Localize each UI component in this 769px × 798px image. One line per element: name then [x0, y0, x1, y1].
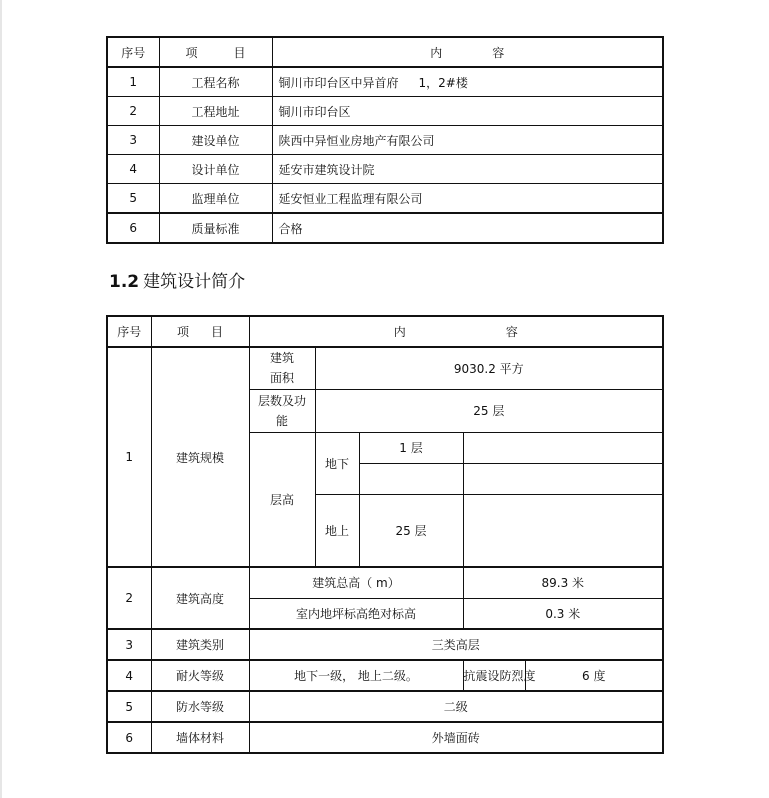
- row-no: 2: [107, 97, 159, 126]
- table-row: [107, 213, 663, 243]
- row-no: 6: [107, 722, 151, 753]
- row-no: 4: [107, 660, 151, 691]
- empty-cell: [463, 463, 663, 494]
- row-item: 墙体材料: [151, 722, 249, 753]
- height-label: 层高: [249, 432, 315, 567]
- total-height-label: 建筑总高（ m）: [249, 567, 463, 598]
- table-row: [107, 660, 663, 691]
- row-item: 耐火等级: [151, 660, 249, 691]
- table-row: [107, 722, 663, 753]
- row-no: 3: [107, 629, 151, 660]
- row-no: 5: [107, 691, 151, 722]
- row-no: 6: [107, 213, 159, 243]
- floors-label: 层数及功能: [249, 389, 315, 432]
- row-item: 质量标准: [159, 213, 272, 243]
- row-content: 陕西中异恒业房地产有限公司: [272, 126, 663, 155]
- row-no: 5: [107, 184, 159, 214]
- empty-cell: [463, 494, 663, 567]
- row-item: 建筑高度: [151, 567, 249, 629]
- building-design-table: [106, 315, 664, 754]
- wall-material-value: 外墙面砖: [249, 722, 663, 753]
- row-content: 铜川市印台区: [272, 97, 663, 126]
- row-item: 工程名称: [159, 67, 272, 97]
- fire-rating-value: 地下一级， 地上二级。: [249, 660, 463, 691]
- aboveground-label: 地上: [315, 494, 359, 567]
- section-heading: 1.2 建筑设计简介: [109, 272, 246, 292]
- row-content: 铜川市印台区中异首府 1，2#楼: [272, 67, 663, 97]
- total-height-value: 89.3 米: [463, 567, 663, 598]
- empty-cell: [359, 463, 463, 494]
- table-row: [107, 184, 663, 214]
- table-header-row: [107, 316, 663, 347]
- row-content: 合格: [272, 213, 663, 243]
- header-content: 内 容: [249, 316, 663, 347]
- row-item: 建筑类别: [151, 629, 249, 660]
- row-item: 设计单位: [159, 155, 272, 184]
- row-item: 防水等级: [151, 691, 249, 722]
- row-item: 建筑规模: [151, 347, 249, 567]
- table-row: [107, 97, 663, 126]
- seismic-value: 6 度: [525, 660, 663, 691]
- page-left-edge: [0, 0, 2, 798]
- area-label: 建筑面积: [249, 347, 315, 389]
- row-no: 4: [107, 155, 159, 184]
- waterproof-value: 二级: [249, 691, 663, 722]
- project-info-table: [106, 36, 664, 244]
- row-no: 1: [107, 67, 159, 97]
- table-row: [107, 691, 663, 722]
- building-category-value: 三类高层: [249, 629, 663, 660]
- table-row: [107, 567, 663, 598]
- header-content: 内 容: [272, 37, 663, 67]
- row-content: 延安市建筑设计院: [272, 155, 663, 184]
- table-row: [107, 155, 663, 184]
- area-value: 9030.2 平方: [315, 347, 663, 389]
- row-no: 2: [107, 567, 151, 629]
- empty-cell: [463, 432, 663, 463]
- table-row: [107, 67, 663, 97]
- row-item: 建设单位: [159, 126, 272, 155]
- header-item: 项 目: [151, 316, 249, 347]
- seismic-label: 抗震设防烈度: [463, 660, 525, 691]
- row-item: 工程地址: [159, 97, 272, 126]
- elevation-label: 室内地坪标高绝对标高: [249, 598, 463, 629]
- floors-value: 25 层: [315, 389, 663, 432]
- header-no: 序号: [107, 316, 151, 347]
- aboveground-value: 25 层: [359, 494, 463, 567]
- table-row: [107, 347, 663, 389]
- elevation-value: 0.3 米: [463, 598, 663, 629]
- row-no: 3: [107, 126, 159, 155]
- underground-value: 1 层: [359, 432, 463, 463]
- header-item: 项 目: [159, 37, 272, 67]
- row-no: 1: [107, 347, 151, 567]
- table-header-row: [107, 37, 663, 67]
- table-row: [107, 126, 663, 155]
- underground-label: 地下: [315, 432, 359, 494]
- table-row: [107, 629, 663, 660]
- header-no: 序号: [107, 37, 159, 67]
- row-content: 延安恒业工程监理有限公司: [272, 184, 663, 214]
- row-item: 监理单位: [159, 184, 272, 214]
